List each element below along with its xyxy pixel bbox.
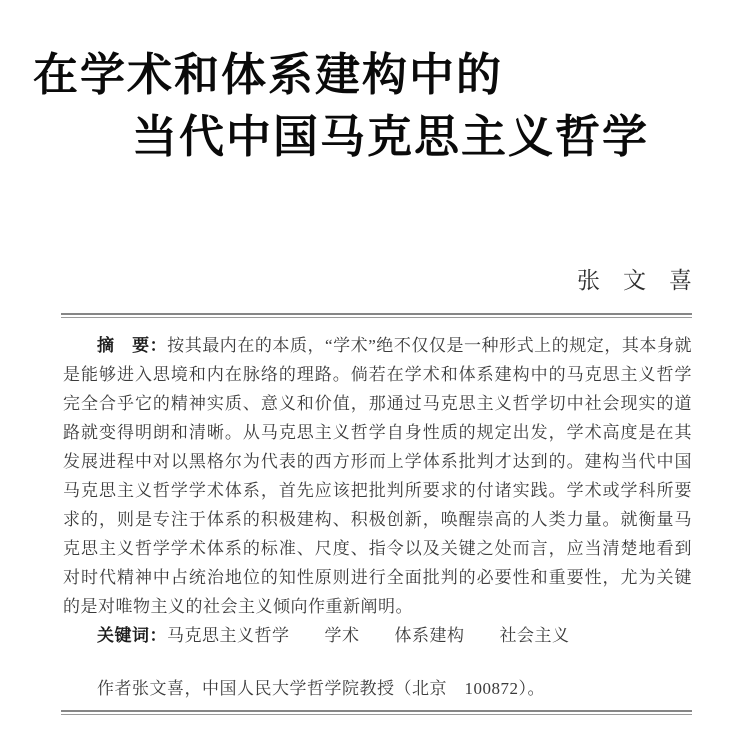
abstract-text: 按其最内在的本质，“学术”绝不仅仅是一种形式上的规定，其本身就是能够进入思境和内在脉络的理路。倘若在学术和体系建构中的马克思主义哲学完全合乎它的精神实质、意义和价值，那通过马克思主义哲学切中社会现实的道路就变得明朗和清晰。从马克思主义哲学自身性质的规定出发，学术高度是在其发展进程中对以黑格尔为代表的西方形而上学体系批判才达到的。建构当代中国马克思主义哲学学术体系，首先应该把批判所要求的付诸实践。学术或学科所要求的，则是专注于体系的积极建构、积极创新，唤醒崇高的人类力量。就衡量马克思主义哲学学术体系的标准、尺度、指令以及关键之处而言，应当清楚地看到对时代精神中占统治地位的知性原则进行全面批判的必要性和重要性，尤为关键的是对唯物主义的社会主义倾向作重新阐明。 [63,336,693,616]
author-affiliation-footnote: 作者张文喜，中国人民大学哲学院教授（北京 100872）。 [97,679,545,698]
title-line-1: 在学术和体系建构中的 [33,50,504,100]
title-line-2: 当代中国马克思主义哲学 [132,112,650,162]
abstract-label: 摘 要： [97,336,168,355]
keywords-text: 马克思主义哲学 学术 体系建构 社会主义 [167,626,570,645]
keywords-paragraph [63,621,692,650]
abstract-paragraph [63,331,692,621]
keywords-label: 关键词： [97,626,167,645]
author-name: 张 文 喜 [577,268,692,293]
article-title [0,0,756,168]
abstract-section [63,318,692,650]
bottom-double-rule [61,710,692,715]
